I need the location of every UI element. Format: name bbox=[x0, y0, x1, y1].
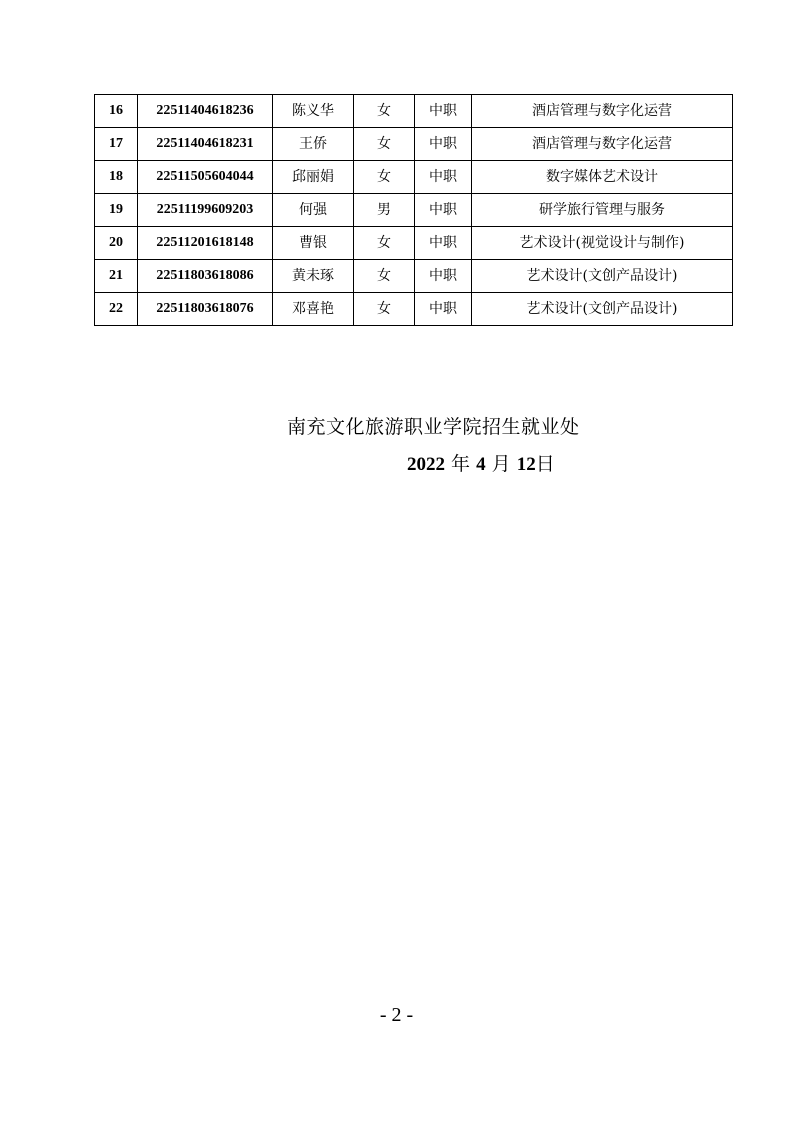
row-number: 16 bbox=[95, 95, 138, 128]
candidate-id: 22511803618086 bbox=[138, 260, 273, 293]
candidate-id: 22511404618231 bbox=[138, 128, 273, 161]
date-month: 4 bbox=[476, 454, 486, 475]
candidate-id: 22511803618076 bbox=[138, 293, 273, 326]
student-gender: 男 bbox=[354, 194, 415, 227]
date-year: 2022 bbox=[407, 454, 445, 475]
student-gender: 女 bbox=[354, 227, 415, 260]
date-day-suffix: 日 bbox=[535, 453, 555, 475]
student-gender: 女 bbox=[354, 260, 415, 293]
issuing-office: 南充文化旅游职业学院招生就业处 bbox=[287, 416, 580, 438]
student-name: 陈义华 bbox=[273, 95, 354, 128]
table-row bbox=[95, 128, 733, 161]
student-gender: 女 bbox=[354, 293, 415, 326]
table-row bbox=[95, 293, 733, 326]
major-name: 艺术设计(视觉设计与制作) bbox=[472, 227, 733, 260]
candidate-id: 22511201618148 bbox=[138, 227, 273, 260]
table-row bbox=[95, 194, 733, 227]
student-name: 黄未琢 bbox=[273, 260, 354, 293]
row-number: 18 bbox=[95, 161, 138, 194]
date-month-suffix: 月 bbox=[491, 453, 511, 475]
table-row bbox=[95, 260, 733, 293]
major-name: 数字媒体艺术设计 bbox=[472, 161, 733, 194]
candidate-id: 22511505604044 bbox=[138, 161, 273, 194]
row-number: 19 bbox=[95, 194, 138, 227]
student-gender: 女 bbox=[354, 161, 415, 194]
row-number: 22 bbox=[95, 293, 138, 326]
education-level: 中职 bbox=[415, 128, 472, 161]
date-day: 12 bbox=[516, 454, 536, 475]
table-row bbox=[95, 227, 733, 260]
major-name: 艺术设计(文创产品设计) bbox=[472, 293, 733, 326]
student-name: 邱丽娟 bbox=[273, 161, 354, 194]
table-row bbox=[95, 95, 733, 128]
education-level: 中职 bbox=[415, 227, 472, 260]
major-name: 酒店管理与数字化运营 bbox=[472, 128, 733, 161]
issue-date bbox=[407, 451, 555, 478]
student-gender: 女 bbox=[354, 95, 415, 128]
candidate-id: 22511404618236 bbox=[138, 95, 273, 128]
student-name: 曹银 bbox=[273, 227, 354, 260]
page-number: - 2 - bbox=[379, 1004, 414, 1026]
student-gender: 女 bbox=[354, 128, 415, 161]
table-row bbox=[95, 161, 733, 194]
education-level: 中职 bbox=[415, 194, 472, 227]
student-name: 王侨 bbox=[273, 128, 354, 161]
major-name: 酒店管理与数字化运营 bbox=[472, 95, 733, 128]
education-level: 中职 bbox=[415, 293, 472, 326]
date-year-suffix: 年 bbox=[451, 453, 471, 475]
candidate-id: 22511199609203 bbox=[138, 194, 273, 227]
major-name: 研学旅行管理与服务 bbox=[472, 194, 733, 227]
student-name: 何强 bbox=[273, 194, 354, 227]
row-number: 17 bbox=[95, 128, 138, 161]
student-roster-table bbox=[94, 94, 733, 326]
row-number: 21 bbox=[95, 260, 138, 293]
education-level: 中职 bbox=[415, 260, 472, 293]
major-name: 艺术设计(文创产品设计) bbox=[472, 260, 733, 293]
education-level: 中职 bbox=[415, 95, 472, 128]
education-level: 中职 bbox=[415, 161, 472, 194]
row-number: 20 bbox=[95, 227, 138, 260]
student-name: 邓喜艳 bbox=[273, 293, 354, 326]
